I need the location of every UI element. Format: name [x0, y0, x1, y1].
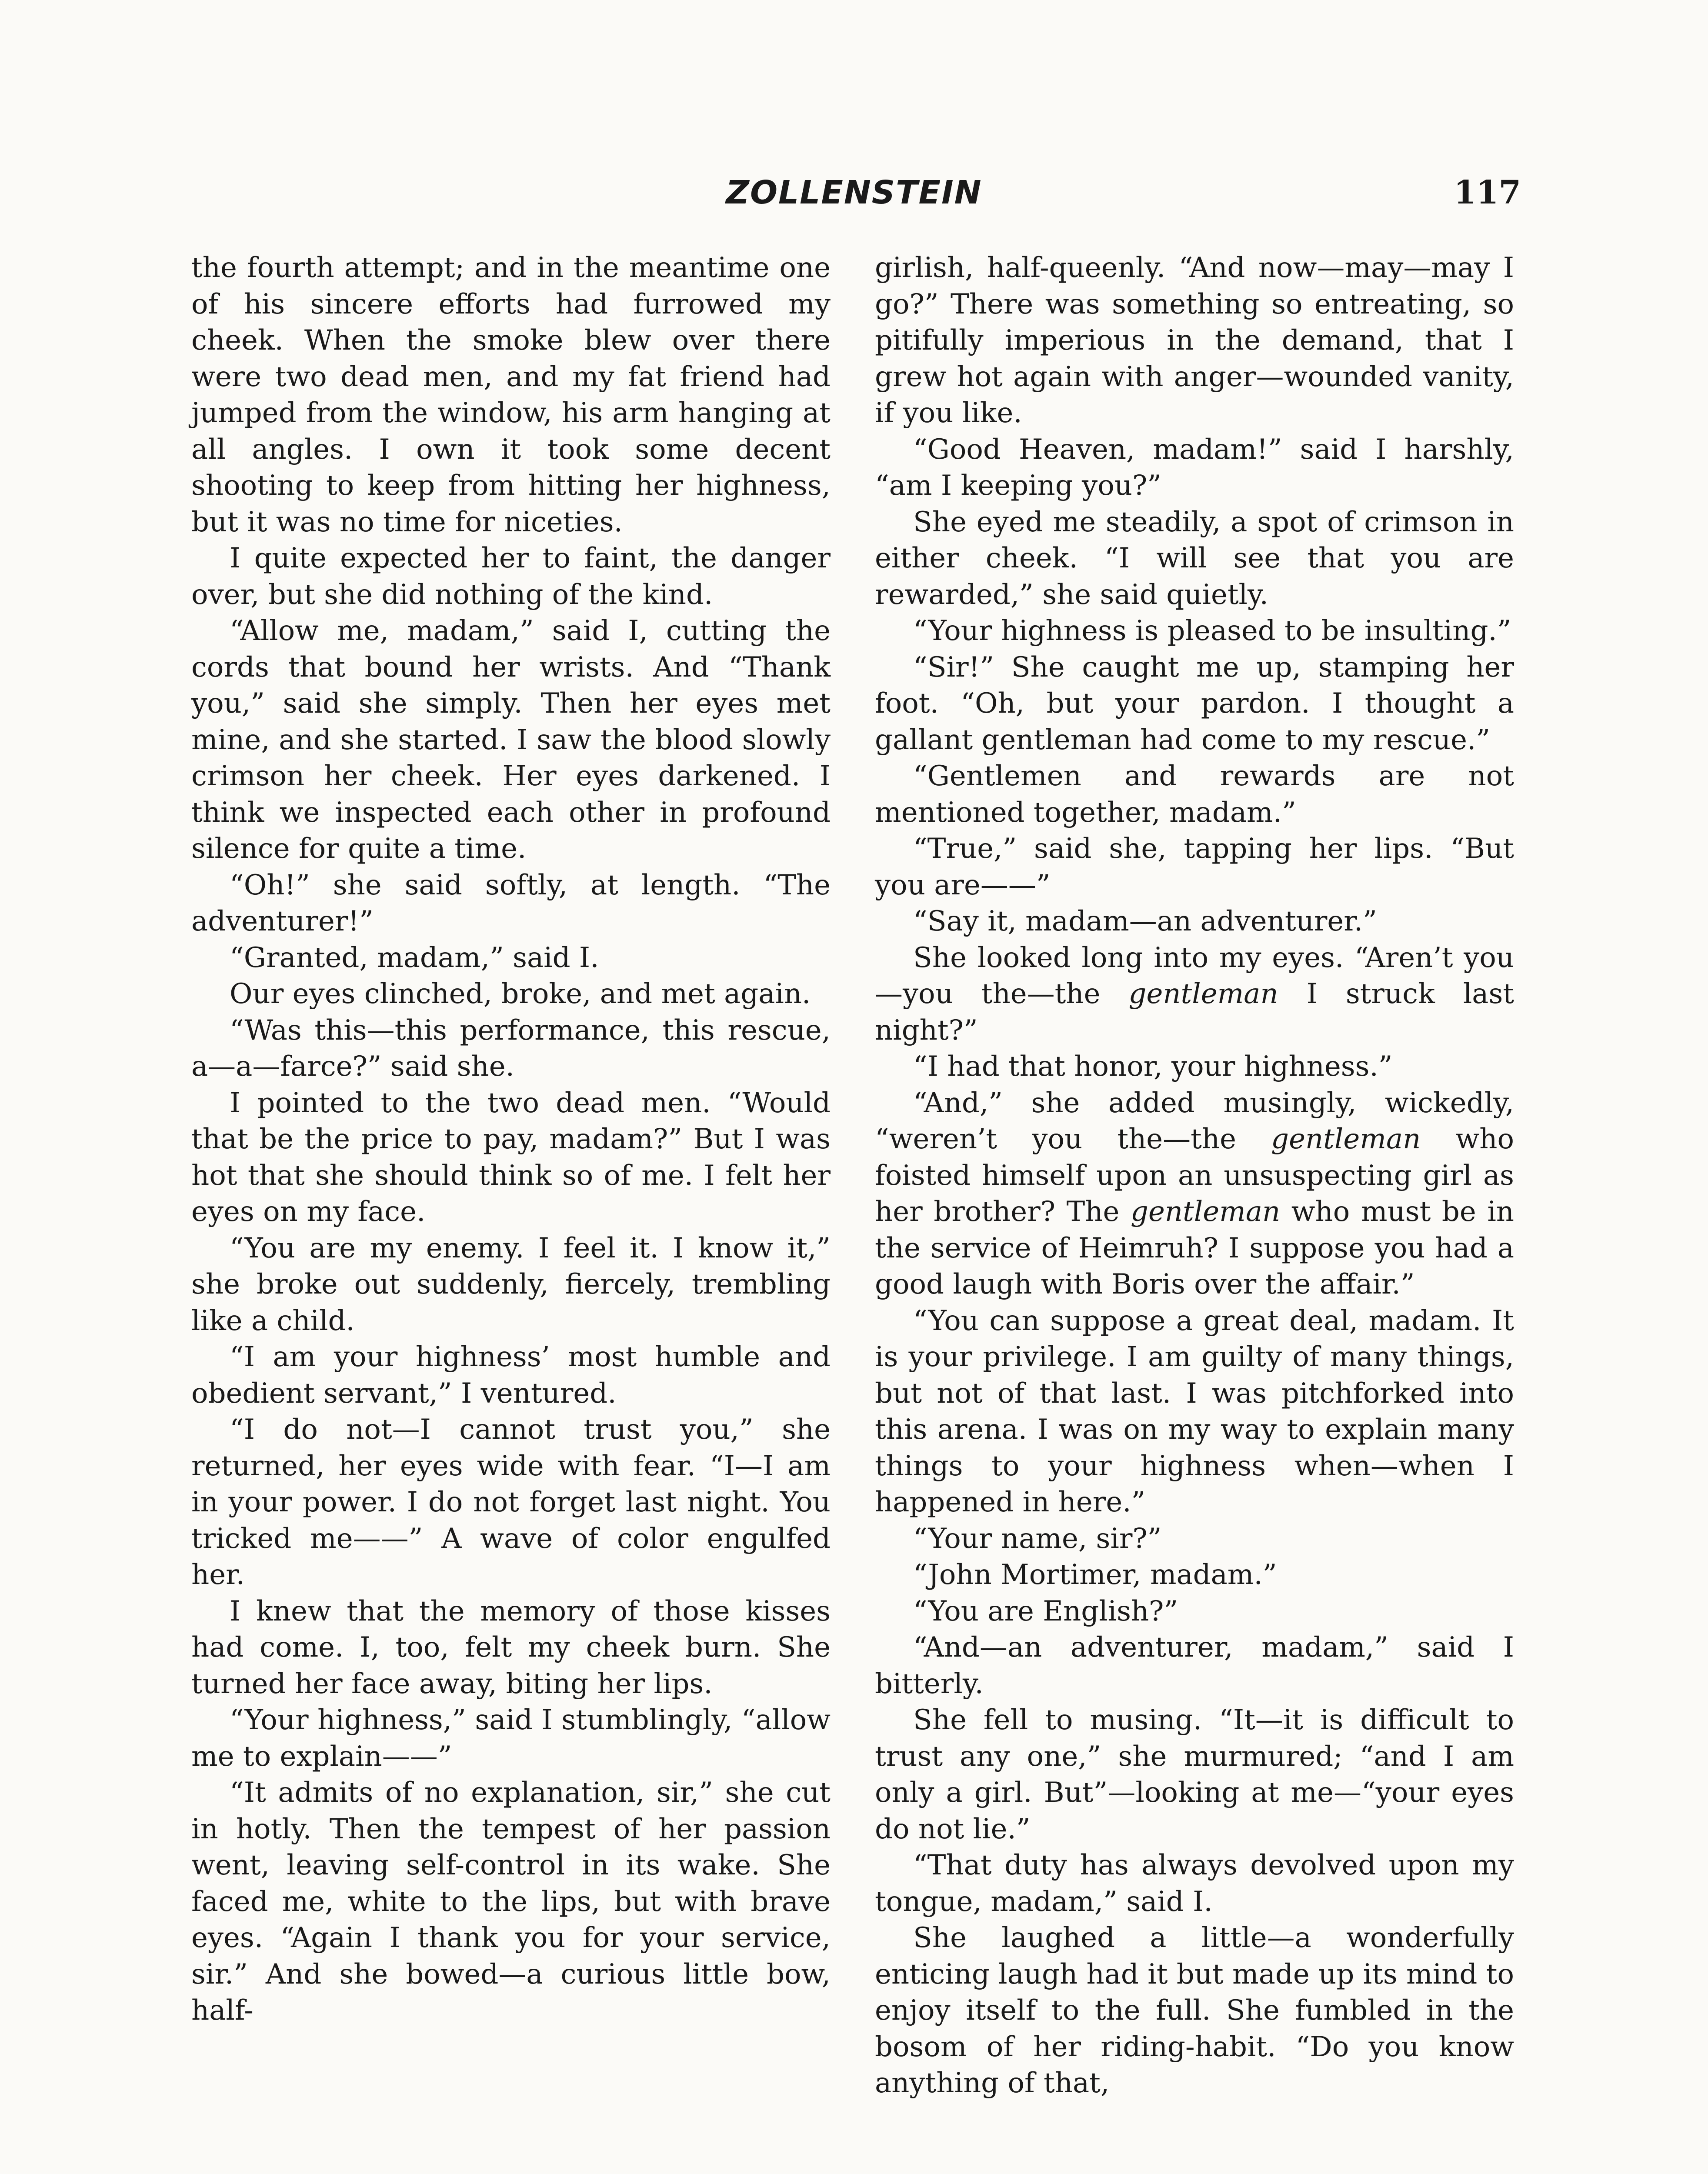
paragraph: “I had that honor, your highness.” [913, 1050, 1393, 1083]
paragraph: “Good Heaven, madam!” said I harshly, “am I keeping you?” [875, 433, 1514, 502]
paragraph: She laughed a little—a wonderfully enticing laugh had it but made up its mind to enjoy itself to the full. She fumbled in the bosom of her riding-habit. “Do you know anything of that, [875, 1922, 1514, 2099]
paragraph: I pointed to the two dead men. “Would that be the price to pay, madam?” But I was hot that she should think so of me. I felt her eyes on my face. [191, 1087, 831, 1228]
paragraph: “Your name, sir?” [913, 1522, 1162, 1555]
paragraph: “John Mortimer, madam.” [913, 1559, 1277, 1591]
paragraph: “Your highness is pleased to be insulting.” [913, 615, 1511, 647]
paragraph: Our eyes clinched, broke, and met again. [230, 978, 811, 1010]
paragraph: “Your highness,” said I stumblingly, “allow me to explain——” [191, 1704, 831, 1773]
paragraph: “That duty has always devolved upon my tongue, madam,” said I. [875, 1849, 1514, 1918]
paragraph: “You are English?” [913, 1595, 1178, 1627]
paragraph: “True,” said she, tapping her lips. “But you are——” [875, 833, 1514, 901]
paragraph: “And—an adventurer, madam,” said I bitterly. [875, 1631, 1514, 1700]
paragraph: “I am your highness’ most humble and obedient servant,” I ventured. [191, 1341, 831, 1410]
page-number: 117 [1454, 174, 1521, 211]
text-column-left [191, 250, 831, 2174]
paragraph: “Allow me, madam,” said I, cutting the cords that bound her wrists. And “Thank you,” said she simply. Then her eyes met mine, and she started. I saw the blood slowly crimson her cheek. Her eyes darkened. I think we inspected each other in profound silence for quite a time. [191, 615, 831, 865]
paragraph: “Sir!” She caught me up, stamping her foot. “Oh, but your pardon. I thought a gallant gentleman had come to my rescue.” [875, 651, 1514, 756]
running-title: ZOLLENSTEIN [726, 174, 982, 211]
paragraph: girlish, half-queenly. “And now—may—may I go?” There was something so entreating, so pitifully imperious in the demand, that I grew hot again with anger—wounded vanity, if you like. [875, 252, 1514, 429]
page-header [0, 174, 1708, 222]
paragraph: She eyed me steadily, a spot of crimson in either cheek. “I will see that you are rewarded,” she said quietly. [875, 506, 1514, 611]
paragraph: I knew that the memory of those kisses had come. I, too, felt my cheek burn. She turned her face away, biting her lips. [191, 1595, 831, 1700]
paragraph: She looked long into my eyes. “Aren’t you—you the—the gentleman I struck last night?” [875, 941, 1515, 1047]
paragraph: the fourth attempt; and in the meantime one of his sincere efforts had furrowed my cheek. When the smoke blew over there were two dead men, and my fat friend had jumped from the window, his arm hanging at all angles. I own it took some decent shooting to keep from hitting her highness, but it was no time for niceties. [191, 252, 831, 538]
paragraph: “It admits of no explanation, sir,” she cut in hotly. Then the tempest of her passion went, leaving self-control in its wake. She faced me, white to the lips, but with brave eyes. “Again I thank you for your service, sir.” And she bowed—a curious little bow, half- [191, 1777, 831, 2027]
paragraph: She fell to musing. “It—it is difficult to trust any one,” she murmured; “and I am only a girl. But”—looking at me—“your eyes do not lie.” [875, 1704, 1514, 1845]
text-column-right [875, 250, 1514, 2174]
paragraph: “And,” she added musingly, wickedly, “weren’t you the—the gentleman who foisted himself upon an unsuspecting girl as her brother? The gentleman who must be in the service of Heimruh? I suppose you had a good laugh with Boris over the affair.” [875, 1087, 1515, 1300]
paragraph: “Say it, madam—an adventurer.” [913, 905, 1377, 937]
paragraph: “Oh!” she said softly, at length. “The adventurer!” [191, 869, 831, 937]
paragraph: “I do not—I cannot trust you,” she returned, her eyes wide with fear. “I—I am in your power. I do not forget last night. You tricked me——” A wave of color engulfed her. [191, 1414, 831, 1591]
paragraph: “You are my enemy. I feel it. I know it,” she broke out suddenly, fiercely, trembling like a child. [191, 1232, 831, 1337]
paragraph: “Granted, madam,” said I. [230, 941, 599, 974]
paragraph: “You can suppose a great deal, madam. It is your privilege. I am guilty of many things, but not of that last. I was pitchforked into this arena. I was on my way to explain many things to your highness when—when I happened in here.” [875, 1304, 1514, 1518]
paragraph: “Gentlemen and rewards are not mentioned together, madam.” [875, 760, 1514, 829]
paragraph: I quite expected her to faint, the danger over, but she did nothing of the kind. [191, 542, 831, 611]
paragraph: “Was this—this performance, this rescue, a—a—farce?” said she. [191, 1014, 831, 1083]
